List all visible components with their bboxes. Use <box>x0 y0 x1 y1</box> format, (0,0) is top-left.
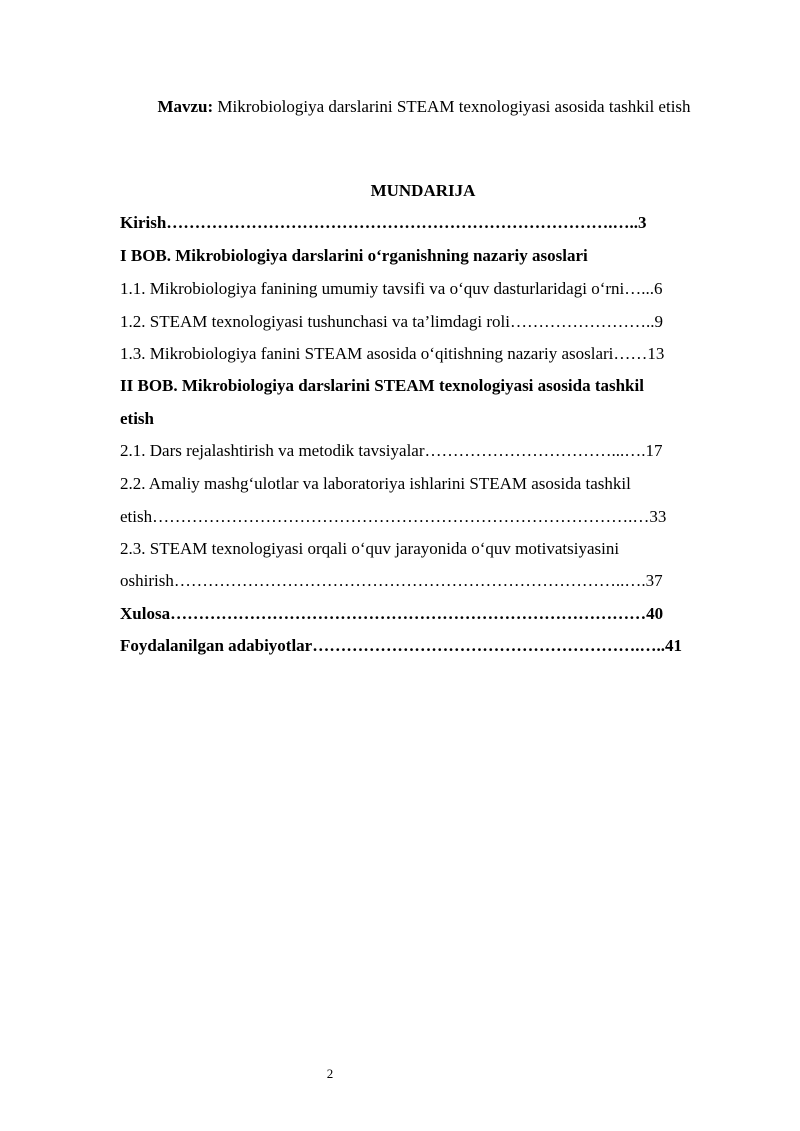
toc-entry-kirish: Kirish…………………………………………………………………….…..3 <box>120 213 647 232</box>
toc-entry-xulosa: Xulosa…………………………………………………………………………40 <box>120 604 664 623</box>
topic-text: Mikrobiologiya darslarini STEAM texnologiyasi asosida tashkil etish <box>213 97 691 116</box>
toc-entry-1-3: 1.3. Mikrobiologiya fanini STEAM asosida o‘qitishning nazariy asoslari……13 <box>120 344 665 363</box>
toc-chapter-1-title: I BOB. Mikrobiologiya darslarini o‘rganishning nazariy asoslari <box>120 246 588 265</box>
toc-entry-2-2: 2.2. Amaliy mashg‘ulotlar va laboratoriya ishlarini STEAM asosida tashkil <box>120 474 631 493</box>
toc-entry-2-2-cont: etish………………………………………………………………………….…33 <box>120 507 667 526</box>
toc-entry-adabiyotlar: Foydalanilgan adabiyotlar………………………………………………….…..41 <box>120 636 682 655</box>
topic-label: Mavzu: <box>157 97 214 116</box>
toc-entry-2-3: 2.3. STEAM texnologiyasi orqali o‘quv jarayonida o‘quv motivatsiyasini <box>120 539 620 558</box>
toc-entry-1-2: 1.2. STEAM texnologiyasi tushunchasi va ta’limdagi roli……………………..9 <box>120 312 664 331</box>
document-topic <box>0 97 800 117</box>
toc-entry-1-1: 1.1. Mikrobiologiya fanining umumiy tavsifi va o‘quv dasturlaridagi o‘rni…...6 <box>120 279 663 298</box>
toc-heading: MUNDARIJA <box>370 181 476 200</box>
toc-entry-2-3-cont: oshirish……………………………………………………………………..….37 <box>120 571 663 590</box>
toc-chapter-2-title: II BOB. Mikrobiologiya darslarini STEAM texnologiyasi asosida tashkil <box>120 376 644 395</box>
page-number: 2 <box>326 1066 334 1081</box>
toc-chapter-2-title-cont: etish <box>120 409 154 428</box>
toc-entry-2-1: 2.1. Dars rejalashtirish va metodik tavsiyalar……………………………...….17 <box>120 441 663 460</box>
